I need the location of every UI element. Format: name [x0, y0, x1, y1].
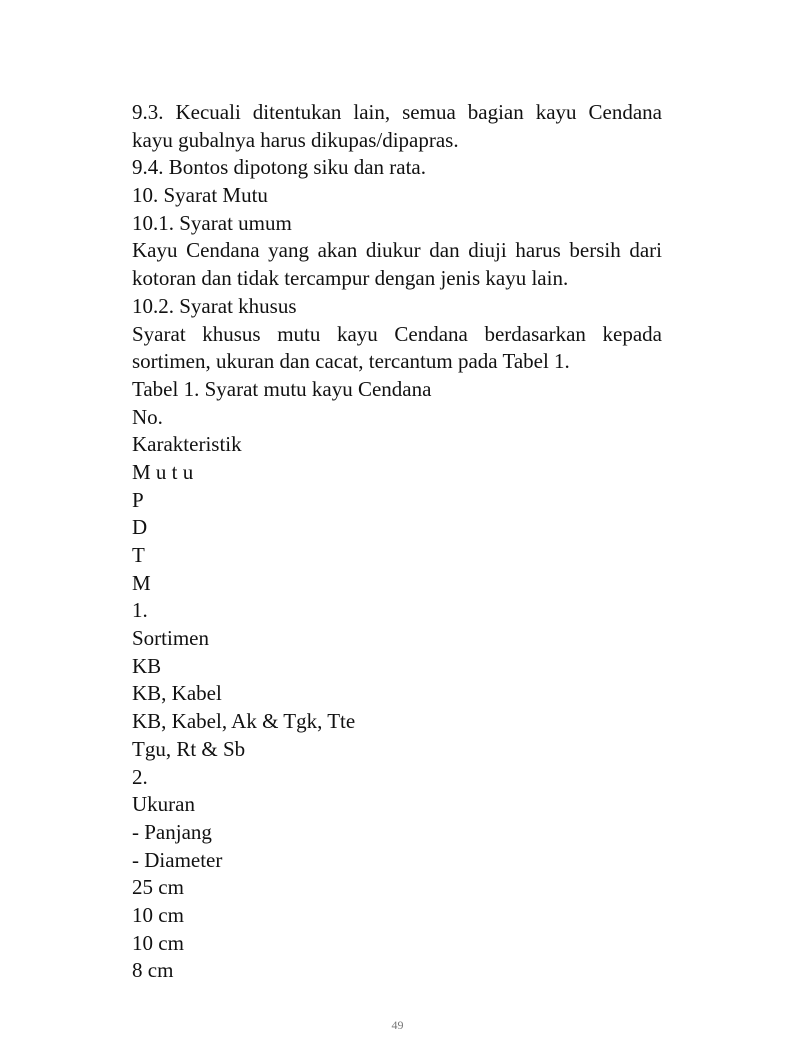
table-item-sortimen-t: KB, Kabel, Ak & Tgk, Tte: [132, 709, 356, 734]
para-9-3-line-1: 9.3. Kecuali ditentukan lain, semua bagian kayu Cendana: [132, 100, 662, 124]
table-caption: Tabel 1. Syarat mutu kayu Cendana: [132, 376, 432, 401]
table-item-mutu: M u t u: [132, 459, 194, 484]
heading-syarat-khusus: 10.2. Syarat khusus: [132, 293, 297, 318]
document-body: [132, 99, 662, 985]
para-10-1-line-2: kotoran dan tidak tercampur dengan jenis kayu lain.: [132, 266, 569, 291]
para-10-2-line-2: sortimen, ukuran dan cacat, tercantum pada Tabel 1.: [132, 349, 570, 374]
heading-syarat-umum: 10.1. Syarat umum: [132, 210, 292, 235]
table-item-length-t: 10 cm: [132, 930, 184, 955]
table-item-diameter: - Diameter: [132, 847, 223, 872]
table-item-sortimen-p: KB: [132, 653, 162, 678]
table-item-no: No.: [132, 404, 163, 429]
table-item-length-m: 8 cm: [132, 958, 174, 983]
table-item-grade-t: T: [132, 543, 145, 567]
table-item-grade-d: D: [132, 515, 148, 540]
table-item-karakteristik: Karakteristik: [132, 432, 242, 457]
table-item-ukuran: Ukuran: [132, 792, 195, 817]
table-item-grade-m: M: [132, 570, 151, 595]
table-item-sortimen-m: Tgu, Rt & Sb: [132, 736, 246, 761]
table-item-panjang: - Panjang: [132, 819, 212, 844]
para-10-1-line-1: Kayu Cendana yang akan diukur dan diuji harus bersih dari: [132, 238, 662, 263]
table-item-row-2-no: 2.: [132, 764, 148, 789]
page-number: 49: [391, 1018, 404, 1032]
table-item-length-d: 10 cm: [132, 902, 184, 927]
table-item-length-p: 25 cm: [132, 875, 184, 900]
table-item-sortimen-d: KB, Kabel: [132, 681, 222, 706]
table-item-row-1-no: 1.: [132, 598, 148, 623]
heading-syarat-mutu: 10. Syarat Mutu: [132, 183, 268, 208]
table-item-sortimen: Sortimen: [132, 626, 209, 651]
table-item-grade-p: P: [132, 487, 144, 512]
para-9-4: 9.4. Bontos dipotong siku dan rata.: [132, 155, 426, 180]
para-9-3-line-2: kayu gubalnya harus dikupas/dipapras.: [132, 127, 459, 152]
para-10-2-line-1: Syarat khusus mutu kayu Cendana berdasarkan kepada: [132, 321, 662, 346]
